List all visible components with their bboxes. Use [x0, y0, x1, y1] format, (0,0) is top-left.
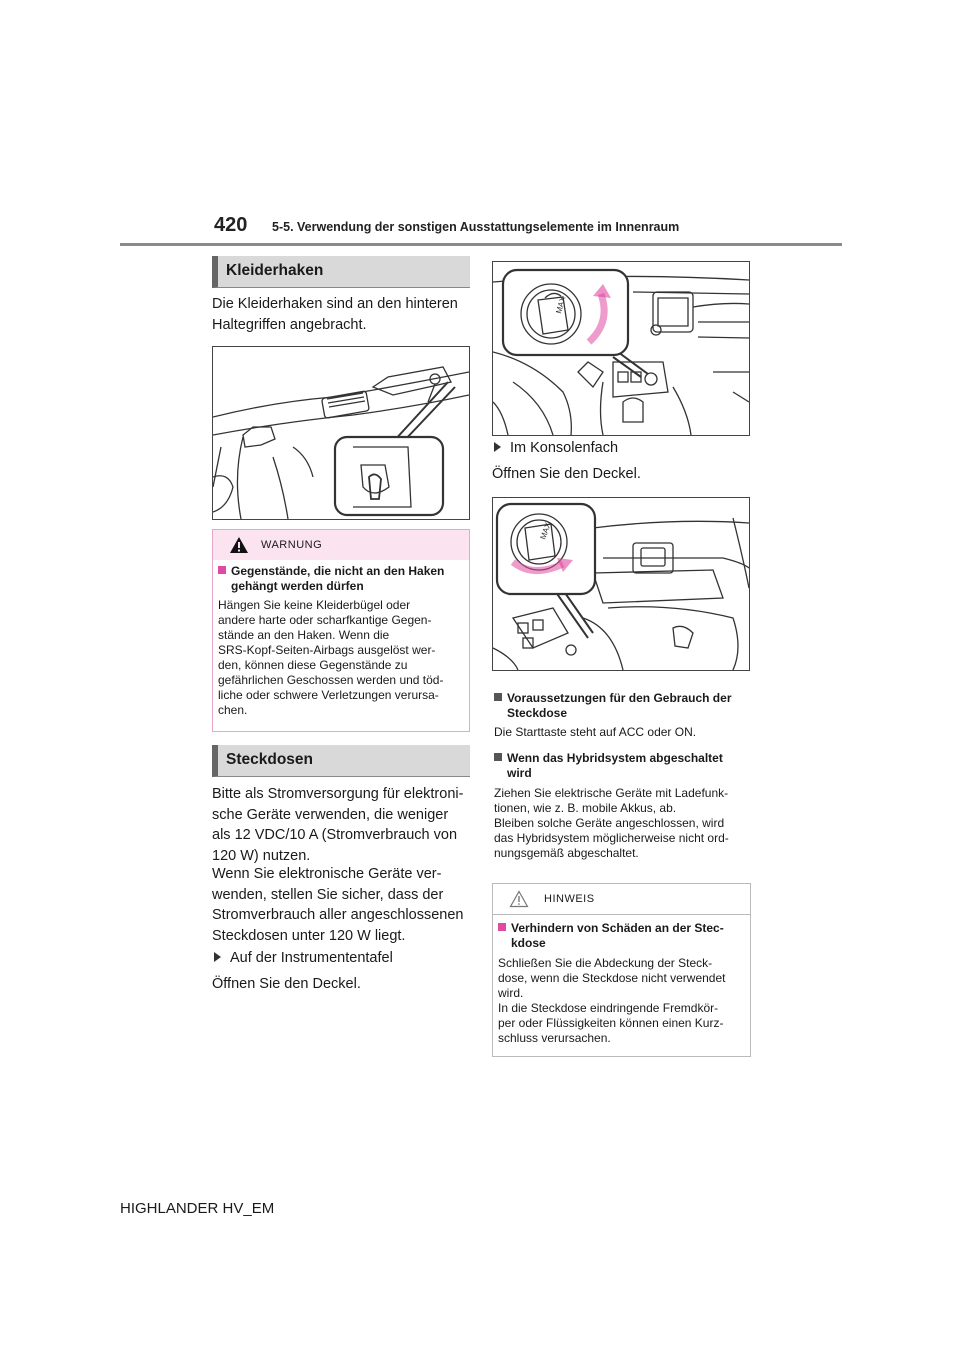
hint-label: HINWEIS	[544, 893, 595, 905]
section-heading-steckdosen: Steckdosen	[212, 745, 470, 777]
hint-box	[492, 883, 751, 1057]
svg-text:MAX: MAX	[554, 295, 568, 315]
text-line: andere harte oder scharfkantige Gegen-	[218, 613, 432, 627]
text-line: wird	[507, 766, 532, 780]
text-line: wird.	[498, 986, 524, 1000]
text-line: Hängen Sie keine Kleiderbügel oder	[218, 598, 411, 612]
footer-model-name: HIGHLANDER HV_EM	[120, 1200, 275, 1217]
header-divider	[120, 243, 842, 246]
square-bullet-icon	[218, 566, 226, 574]
text-line: als 12 VDC/10 A (Stromverbrauch von	[212, 827, 458, 843]
chapter-title: 5-5. Verwendung der sonstigen Ausstattungselemente im Innenraum	[272, 220, 680, 234]
hint-heading	[498, 921, 744, 951]
text-line: gefährlichen Geschossen werden und töd-	[218, 673, 444, 687]
hybrid-text	[494, 786, 750, 861]
conditions-block	[494, 691, 750, 740]
arrow-bullet-icon	[214, 952, 221, 962]
open-lid-instruction-1: Öffnen Sie den Deckel.	[212, 976, 361, 992]
text-line: Bleiben solche Geräte angeschlossen, wird	[494, 816, 725, 830]
text-line: Steckdose	[507, 706, 568, 720]
hint-header	[493, 884, 750, 915]
text-line: Bitte als Stromversorgung für elektroni-	[212, 786, 464, 802]
kleiderhaken-description	[212, 294, 458, 335]
warning-label: WARNUNG	[261, 539, 323, 551]
text-line: Auf der Instrumententafel	[230, 950, 393, 966]
text-line: Voraussetzungen für den Gebrauch der	[507, 691, 732, 705]
text-line: stände an den Haken. Wenn die	[218, 628, 390, 642]
text-line: kdose	[511, 936, 546, 950]
text-line: 120 W) nutzen.	[212, 847, 311, 864]
text-line: per oder Flüssigkeiten können einen Kurz-	[498, 1016, 724, 1030]
section-heading-kleiderhaken: Kleiderhaken	[212, 256, 470, 288]
caution-triangle-icon	[509, 890, 529, 908]
text-line: Wenn Sie elektronische Geräte ver-	[212, 866, 442, 882]
open-lid-instruction-2: Öffnen Sie den Deckel.	[492, 466, 641, 482]
text-line: chen.	[218, 703, 248, 717]
bullet-console	[494, 438, 618, 459]
text-line: Haltegriffen angebracht.	[212, 316, 367, 333]
text-line: sche Geräte verwenden, die weniger	[212, 806, 449, 823]
text-line: Wenn das Hybridsystem abgeschaltet	[507, 751, 723, 765]
text-line: Die Kleiderhaken sind an den hinteren	[212, 296, 458, 312]
warning-heading	[218, 564, 463, 594]
text-line: Im Konsolenfach	[510, 440, 619, 456]
text-line: schluss verursachen.	[498, 1031, 611, 1045]
text-line: wenden, stellen Sie sicher, dass der	[212, 886, 444, 903]
text-line: Gegenstände, die nicht an den Haken	[231, 564, 445, 578]
text-line: gehängt werden dürfen	[231, 579, 364, 593]
warning-header	[213, 530, 469, 560]
warning-text	[218, 598, 463, 718]
page-number: 420	[214, 214, 248, 236]
warning-triangle-icon	[229, 536, 249, 554]
hybrid-block	[494, 751, 750, 861]
text-line: Verhindern von Schäden an der Stec-	[511, 921, 724, 935]
text-line: Stromverbrauch aller angeschlossenen	[212, 907, 464, 923]
text-line: Schließen Sie die Abdeckung der Steck-	[498, 956, 713, 970]
text-line: Ziehen Sie elektrische Geräte mit Ladefunk-	[494, 786, 729, 800]
text-line: dose, wenn die Steckdose nicht verwendet	[498, 971, 726, 985]
text-line: den, können diese Gegenstände zu	[218, 658, 408, 672]
hint-text	[498, 956, 744, 1046]
square-bullet-icon	[494, 693, 502, 701]
svg-text:MAX: MAX	[538, 521, 553, 541]
text-line: SRS-Kopf-Seiten-Airbags ausgelöst wer-	[218, 643, 436, 657]
text-line: das Hybridsystem möglicherweise nicht ord-	[494, 831, 729, 845]
text-line: nungsgemäß abgeschaltet.	[494, 846, 639, 860]
text-line: tionen, wie z. B. mobile Akkus, ab.	[494, 801, 677, 815]
bullet-instrument-panel	[214, 948, 393, 969]
arrow-bullet-icon	[494, 442, 501, 452]
text-line: In die Steckdose eindringende Fremdkör-	[498, 1001, 719, 1015]
steckdosen-text-2	[212, 864, 463, 946]
instrument-panel-outlet-illustration	[492, 261, 750, 436]
hybrid-heading	[494, 751, 750, 781]
text-line: liche oder schwere Verletzungen verursa-	[218, 688, 439, 702]
coat-hook-illustration	[212, 346, 470, 520]
console-outlet-illustration	[492, 497, 750, 671]
conditions-text: Die Starttaste steht auf ACC oder ON.	[494, 725, 697, 739]
square-bullet-icon	[494, 753, 502, 761]
square-bullet-icon	[498, 923, 506, 931]
conditions-heading	[494, 691, 750, 721]
warning-box	[212, 529, 470, 732]
text-line: Steckdosen unter 120 W liegt.	[212, 927, 406, 944]
steckdosen-text-1	[212, 784, 463, 866]
